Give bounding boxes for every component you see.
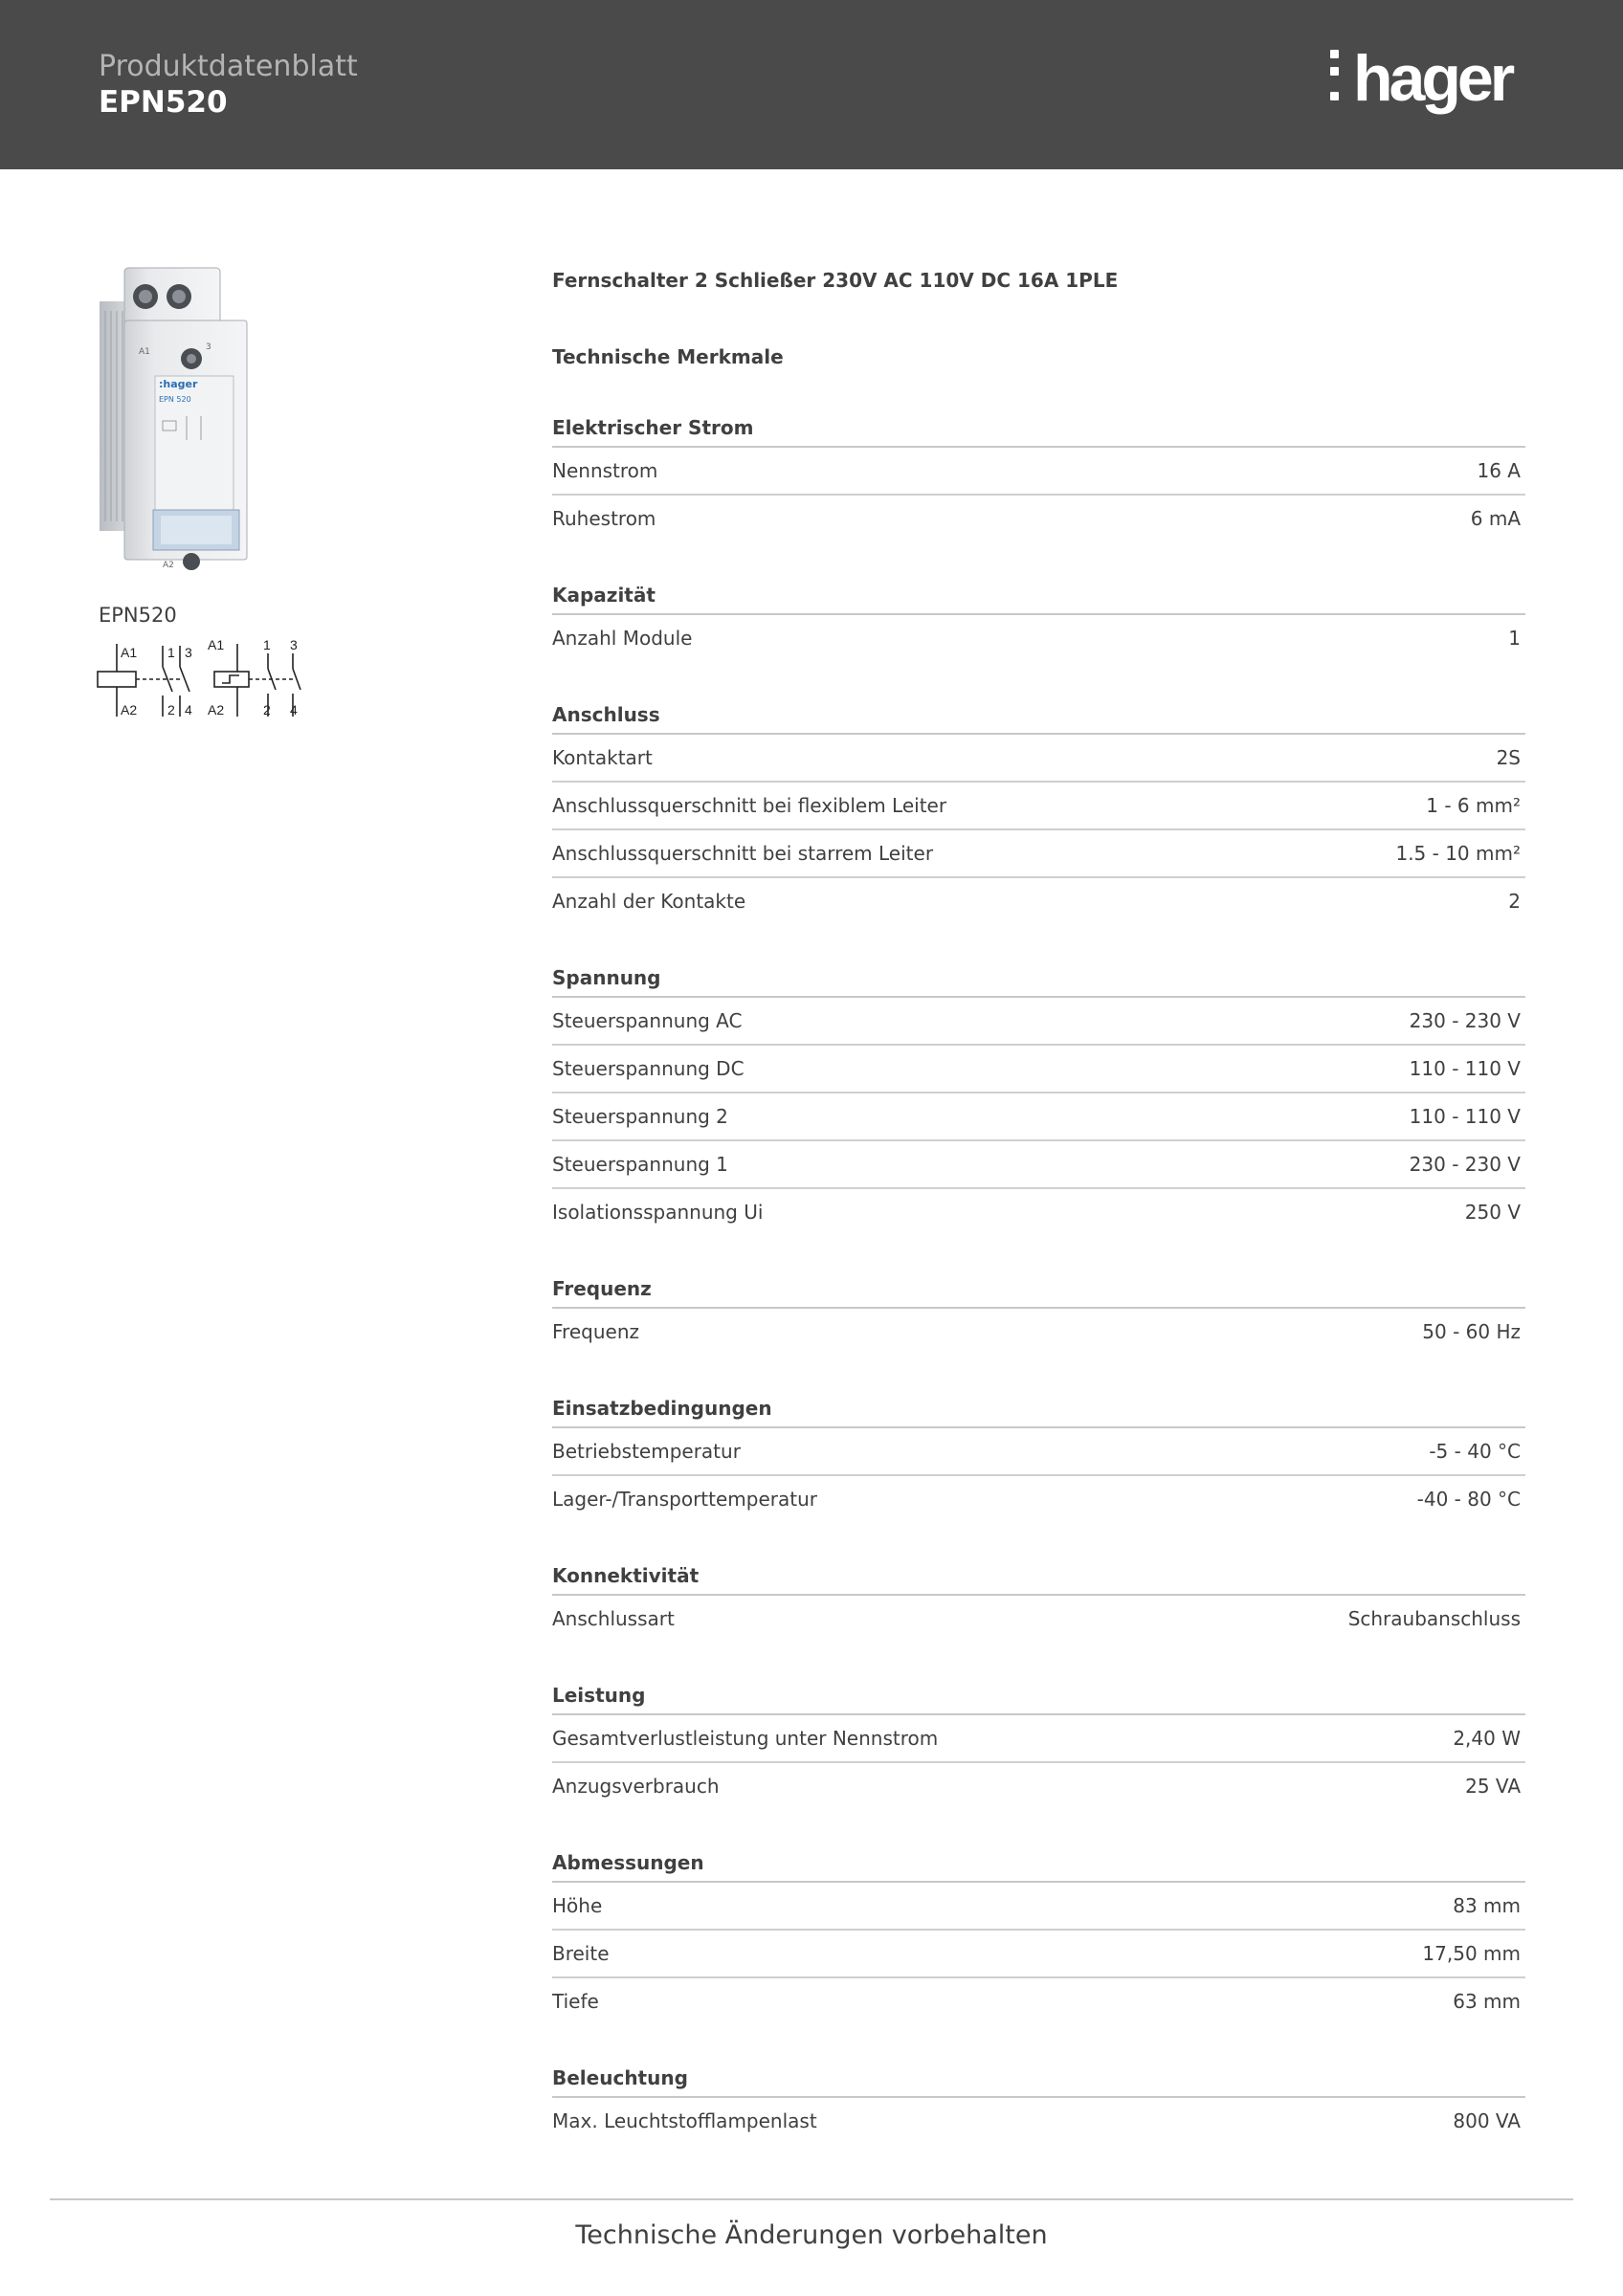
spec-value: 6 mA bbox=[1470, 507, 1521, 530]
spec-row bbox=[552, 1883, 1525, 1931]
section-title: Spannung bbox=[552, 960, 1525, 998]
svg-text:3: 3 bbox=[206, 342, 211, 352]
svg-text:A1: A1 bbox=[139, 347, 150, 357]
spec-row bbox=[552, 1093, 1525, 1141]
svg-text:A2: A2 bbox=[163, 561, 174, 570]
spec-value: 2,40 W bbox=[1453, 1727, 1521, 1750]
spec-row bbox=[552, 1428, 1525, 1476]
spec-section bbox=[552, 577, 1525, 661]
spec-value: 16 A bbox=[1477, 459, 1521, 482]
spec-label: Anzahl der Kontakte bbox=[552, 890, 746, 913]
spec-label: Tiefe bbox=[552, 1990, 599, 2013]
spec-label: Lager-/Transporttemperatur bbox=[552, 1488, 817, 1511]
spec-label: Anschlussquerschnitt bei starrem Leiter bbox=[552, 842, 934, 865]
section-title: Abmessungen bbox=[552, 1844, 1525, 1883]
spec-value: 110 - 110 V bbox=[1409, 1057, 1521, 1080]
footer-divider bbox=[50, 2198, 1573, 2200]
device-model-label: EPN 520 bbox=[159, 395, 191, 404]
page-header bbox=[0, 0, 1623, 169]
spec-label: Steuerspannung 2 bbox=[552, 1105, 728, 1128]
spec-section bbox=[552, 1557, 1525, 1642]
spec-label: Steuerspannung AC bbox=[552, 1009, 743, 1032]
spec-section bbox=[552, 409, 1525, 541]
spec-section bbox=[552, 1390, 1525, 1522]
spec-section bbox=[552, 696, 1525, 924]
datasheet bbox=[552, 260, 1525, 2144]
spec-row bbox=[552, 998, 1525, 1046]
section-title: Leistung bbox=[552, 1677, 1525, 1715]
svg-text:A1: A1 bbox=[121, 645, 138, 660]
product-code-heading: EPN520 bbox=[99, 85, 228, 120]
spec-section bbox=[552, 1677, 1525, 1809]
spec-label: Nennstrom bbox=[552, 459, 658, 482]
logo-wordmark: hager bbox=[1353, 42, 1512, 115]
spec-row bbox=[552, 1715, 1525, 1763]
product-title: Fernschalter 2 Schließer 230V AC 110V DC 16A 1PLE bbox=[552, 269, 1119, 292]
spec-value: 1 - 6 mm² bbox=[1426, 794, 1521, 817]
spec-row bbox=[552, 1596, 1525, 1642]
image-caption: EPN520 bbox=[99, 604, 177, 627]
spec-value: 83 mm bbox=[1453, 1894, 1521, 1917]
spec-section bbox=[552, 2060, 1525, 2144]
section-title: Beleuchtung bbox=[552, 2060, 1525, 2098]
section-title: Elektrischer Strom bbox=[552, 409, 1525, 448]
spec-label: Betriebstemperatur bbox=[552, 1440, 741, 1463]
spec-value: -40 - 80 °C bbox=[1416, 1488, 1521, 1511]
spec-row bbox=[552, 1978, 1525, 2024]
spec-row bbox=[552, 615, 1525, 661]
svg-text:1: 1 bbox=[263, 637, 271, 652]
spec-value: -5 - 40 °C bbox=[1429, 1440, 1521, 1463]
spec-label: Max. Leuchtstofflampenlast bbox=[552, 2109, 817, 2132]
spec-label: Anzahl Module bbox=[552, 627, 693, 650]
spec-label: Isolationsspannung Ui bbox=[552, 1201, 764, 1224]
spec-label: Anzugsverbrauch bbox=[552, 1775, 720, 1798]
spec-row bbox=[552, 783, 1525, 830]
svg-text:2: 2 bbox=[263, 702, 271, 718]
spec-row bbox=[552, 2098, 1525, 2144]
spec-label: Frequenz bbox=[552, 1320, 639, 1343]
spec-value: 230 - 230 V bbox=[1409, 1153, 1521, 1176]
spec-value: 2 bbox=[1508, 890, 1521, 913]
spec-value: 1.5 - 10 mm² bbox=[1395, 842, 1521, 865]
section-title: Anschluss bbox=[552, 696, 1525, 735]
svg-text:2: 2 bbox=[167, 702, 175, 718]
spec-value: 110 - 110 V bbox=[1409, 1105, 1521, 1128]
spec-label: Anschlussart bbox=[552, 1607, 675, 1630]
spec-row bbox=[552, 448, 1525, 496]
spec-value: 230 - 230 V bbox=[1409, 1009, 1521, 1032]
spec-row bbox=[552, 1141, 1525, 1189]
spec-value: 50 - 60 Hz bbox=[1422, 1320, 1521, 1343]
spec-value: 17,50 mm bbox=[1422, 1942, 1521, 1965]
spec-value: 800 VA bbox=[1453, 2109, 1521, 2132]
svg-text:4: 4 bbox=[185, 702, 192, 718]
svg-text:A2: A2 bbox=[208, 702, 225, 718]
spec-sections bbox=[552, 409, 1525, 2144]
spec-section bbox=[552, 1844, 1525, 2024]
section-title: Konnektivität bbox=[552, 1557, 1525, 1596]
spec-value: 2S bbox=[1496, 746, 1521, 769]
spec-row bbox=[552, 1476, 1525, 1522]
spec-label: Steuerspannung 1 bbox=[552, 1153, 728, 1176]
document-type-label: Produktdatenblatt bbox=[99, 50, 358, 83]
spec-row bbox=[552, 1931, 1525, 1978]
spec-label: Steuerspannung DC bbox=[552, 1057, 745, 1080]
spec-label: Anschlussquerschnitt bei flexiblem Leiter bbox=[552, 794, 947, 817]
spec-section bbox=[552, 1270, 1525, 1355]
technical-features-heading: Technische Merkmale bbox=[552, 345, 784, 368]
spec-row bbox=[552, 1309, 1525, 1355]
spec-value: 1 bbox=[1508, 627, 1521, 650]
spec-row bbox=[552, 1046, 1525, 1093]
svg-text:3: 3 bbox=[290, 637, 298, 652]
section-title: Einsatzbedingungen bbox=[552, 1390, 1525, 1428]
spec-row bbox=[552, 830, 1525, 878]
spec-label: Höhe bbox=[552, 1894, 603, 1917]
section-title: Kapazität bbox=[552, 577, 1525, 615]
spec-label: Breite bbox=[552, 1942, 610, 1965]
spec-label: Ruhestrom bbox=[552, 507, 656, 530]
spec-row bbox=[552, 1763, 1525, 1809]
spec-row bbox=[552, 878, 1525, 924]
spec-row bbox=[552, 1189, 1525, 1235]
svg-text:A2: A2 bbox=[121, 702, 138, 718]
product-photo bbox=[96, 263, 258, 579]
svg-text:4: 4 bbox=[290, 702, 298, 718]
spec-row bbox=[552, 735, 1525, 783]
spec-section bbox=[552, 960, 1525, 1235]
svg-text:1: 1 bbox=[167, 645, 175, 660]
device-brand-label: :hager bbox=[159, 378, 198, 390]
spec-label: Gesamtverlustleistung unter Nennstrom bbox=[552, 1727, 939, 1750]
section-title: Frequenz bbox=[552, 1270, 1525, 1309]
footer-note: Technische Änderungen vorbehalten bbox=[575, 2220, 1048, 2250]
spec-value: 250 V bbox=[1464, 1201, 1521, 1224]
wiring-schematic-icon bbox=[96, 636, 316, 722]
spec-row bbox=[552, 496, 1525, 541]
spec-label: Kontaktart bbox=[552, 746, 653, 769]
svg-text:A1: A1 bbox=[208, 637, 225, 652]
svg-text:3: 3 bbox=[185, 645, 192, 660]
hager-logo bbox=[1330, 42, 1536, 122]
spec-value: Schraubanschluss bbox=[1347, 1607, 1521, 1630]
spec-value: 25 VA bbox=[1465, 1775, 1521, 1798]
spec-value: 63 mm bbox=[1453, 1990, 1521, 2013]
